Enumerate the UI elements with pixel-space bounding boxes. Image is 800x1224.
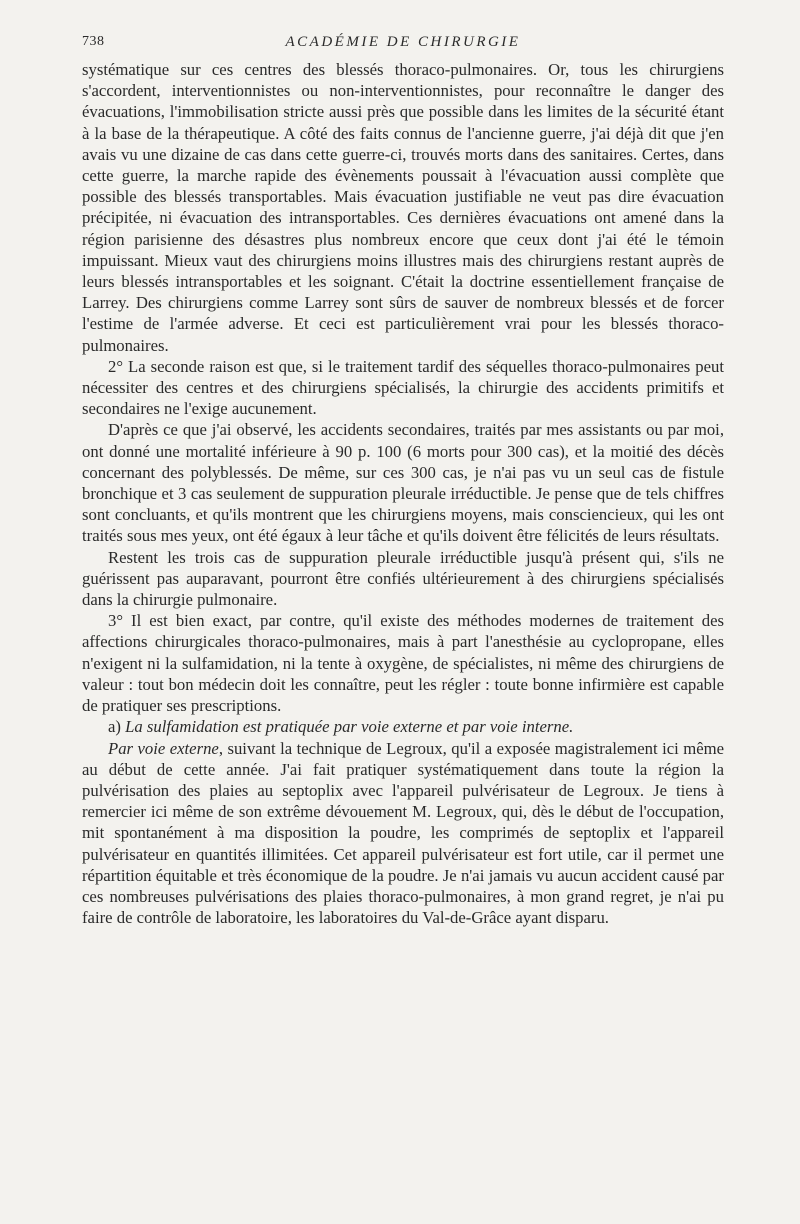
paragraph-external-route-text: , suivant la technique de Legroux, qu'il a exposée magistralement ici même au début de cette année. J'ai fait pratiquer systématiquement dans toute la région la pulvérisation des plaies au septoplix avec l'appareil pulvérisateur de Legroux. Je tiens à remercier ici même de son extrême dévouement M. Legroux, qui, dès le début de l'occupation, mit spontanément à ma disposition la poudre, les comprimés de septoplix et l'appareil pulvérisateur en quantités illimitées. Cet appareil pulvérisateur est fort utile, car il permet une répartition équitable et très économique de la poudre. Je n'ai jamais vu aucun accident causé par ces nombreuses pulvérisations des plaies thoraco-pulmonaires, à mon grand regret, je n'ai pu faire de contrôle de laboratoire, les laboratoires du Val-de-Grâce ayant disparu.: [82, 738, 724, 928]
paragraph-external-route: [82, 738, 724, 929]
paragraph-continuation: systématique sur ces centres des blessés thoraco-pulmonaires. Or, tous les chirurgiens s'accordent, interventionnistes ou non-interventionnistes, pour reconnaître le danger des évacuations, l'immobilisation stricte aussi près que possible dans les limites de la sécurité étant à la base de la thérapeutique. A côté des faits connus de l'ancienne guerre, j'ai déjà dit que j'en avais vu une dizaine de cas dans cette guerre-ci, trouvés morts dans des sanitaires. Certes, dans cette guerre, la marche rapide des évènements poussait à l'évacuation aussi complète que possible des blessés transportables. Mais évacuation justifiable ne veut pas dire évacuation précipitée, ni évacuation des intransportables. Ces dernières évacuations ont amené dans la région parisienne des désastres plus nombreux encore que ceux dont j'ai été le témoin impuissant. Mieux vaut des chirurgiens moins illustres mais des chirurgiens restant auprès de leurs blessés intransportables et les soignant. C'était la doctrine essentiellement française de Larrey. Des chirurgiens comme Larrey sont sûrs de sauver de nombreux blessés et de forcer l'estime de l'armée adverse. Et ceci est particulièrement vrai pour les blessés thoraco-pulmonaires.: [82, 60, 724, 355]
paragraph-second-reason: 2° La seconde raison est que, si le traitement tardif des séquelles thoraco-pulmonaires peut nécessiter des centres et des chirurgiens spécialisés, la chirurgie des accidents primitifs et secondaires ne l'exige aucunement.: [82, 356, 724, 419]
subheading-a: [82, 716, 724, 737]
body-text: [82, 59, 724, 928]
paragraph-remaining-cases: Restent les trois cas de suppuration pleurale irréductible jusqu'à présent qui, s'ils ne guérissent pas auparavant, pourront être confiés ultérieurement à des chirurgiens spécialisés dans la chirurgie pulmonaire.: [82, 547, 724, 610]
page-header: [82, 34, 724, 56]
lead-italic: Par voie externe: [108, 738, 219, 758]
running-title: ACADÉMIE DE CHIRURGIE: [285, 34, 521, 50]
page-number: 738: [82, 34, 105, 49]
paragraph-observations: D'après ce que j'ai observé, les accidents secondaires, traités par mes assistants ou par moi, ont donné une mortalité inférieure à 90 p. 100 (6 morts pour 300 cas), et la moitié des décès concernant des polyblessés. De même, sur ces 300 cas, je n'ai pas vu un seul cas de fistule bronchique et 3 cas seulement de suppuration pleurale irréductible. Je pense que de tels chiffres sont concluants, et qu'ils montrent que les chirurgiens moyens, mais consciencieux, qui les ont traités sous mes yeux, ont été égaux à leur tâche et qu'ils doivent être félicités de leurs résultats.: [82, 420, 724, 546]
subheading-a-marker: a): [108, 717, 126, 737]
subheading-a-text: La sulfamidation est pratiquée par voie externe et par voie interne.: [125, 717, 574, 737]
paragraph-third-reason: 3° Il est bien exact, par contre, qu'il existe des méthodes modernes de traitement des affections chirurgicales thoraco-pulmonaires, mais à part l'anesthésie au cyclopropane, elles n'exigent ni la sulfamidation, ni la tente à oxygène, de spécialistes, ni même des chirurgiens de valeur : tout bon médecin doit les connaître, peut les régler : toute bonne infirmière est capable de pratiquer ses prescriptions.: [82, 611, 724, 716]
